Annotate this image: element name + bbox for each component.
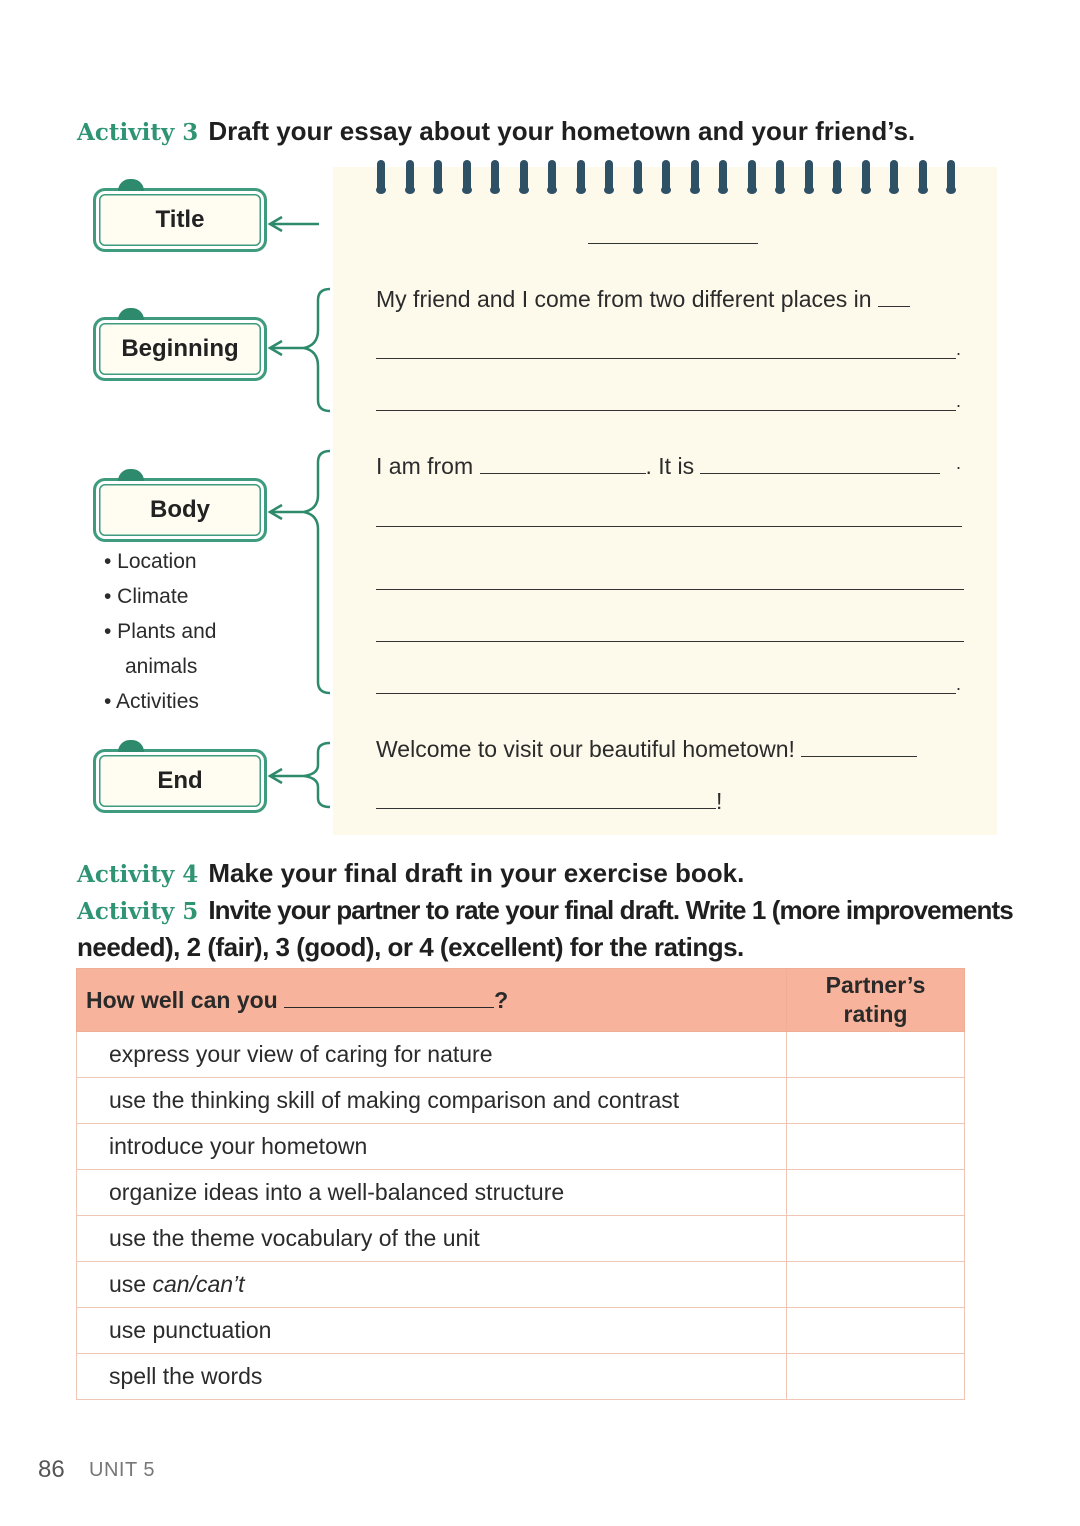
spiral-ring-icon <box>947 160 955 190</box>
period: . <box>956 674 962 694</box>
body-prompt-b: . It is <box>645 453 695 479</box>
beginning-blank-2[interactable] <box>376 358 956 359</box>
spiral-ring-icon <box>520 160 528 190</box>
period: . <box>956 391 962 411</box>
section-end-label: End <box>157 767 203 794</box>
rating-table <box>76 968 965 1400</box>
body-blank-3[interactable] <box>376 641 964 642</box>
box-tab <box>118 740 144 752</box>
end-blank-2[interactable] <box>376 808 716 809</box>
spiral-ring-icon <box>890 160 898 190</box>
beginning-bracket-icon <box>304 289 330 411</box>
body-point: • Activities <box>104 690 199 713</box>
skill-cell: use the thinking skill of making comparison and contrast <box>77 1078 787 1124</box>
activity-5-instruction-line-1: Invite your partner to rate your final draft. Write 1 (more improvements <box>208 895 1013 925</box>
spiral-ring-icon <box>491 160 499 190</box>
rating-cell[interactable] <box>787 1216 965 1262</box>
skill-cell: use punctuation <box>77 1308 787 1354</box>
activity-5-heading <box>77 895 1013 926</box>
table-row <box>77 1170 965 1216</box>
spiral-ring-icon <box>548 160 556 190</box>
end-sentence <box>376 736 917 763</box>
section-title-label: Title <box>155 206 205 233</box>
body-blank-1[interactable] <box>376 526 962 527</box>
exclamation-mark: ! <box>716 788 723 814</box>
table-row <box>77 1216 965 1262</box>
section-beginning-box <box>93 317 267 381</box>
table-row <box>77 1308 965 1354</box>
beginning-prompt: My friend and I come from two different places in <box>376 286 872 312</box>
spiral-ring-icon <box>919 160 927 190</box>
spiral-ring-icon <box>406 160 414 190</box>
section-end-box <box>93 749 267 813</box>
rating-cell[interactable] <box>787 1124 965 1170</box>
spiral-ring-icon <box>805 160 813 190</box>
hometown-blank[interactable] <box>480 472 646 474</box>
end-blank-1[interactable] <box>801 755 917 757</box>
section-body-label: Body <box>150 496 210 523</box>
spiral-ring-icon <box>862 160 870 190</box>
section-beginning-label: Beginning <box>121 335 239 362</box>
rating-cell[interactable] <box>787 1170 965 1216</box>
skill-cell: introduce your hometown <box>77 1124 787 1170</box>
body-blank-2[interactable] <box>376 589 964 590</box>
body-bracket-icon <box>304 451 330 693</box>
body-points <box>104 544 216 719</box>
skill-cell: use the theme vocabulary of the unit <box>77 1216 787 1262</box>
beginning-blank-3[interactable] <box>376 410 956 411</box>
body-point: • Location <box>104 550 197 573</box>
section-title-box <box>93 188 267 252</box>
end-prompt: Welcome to visit our beautiful hometown! <box>376 736 795 762</box>
rating-cell[interactable] <box>787 1354 965 1400</box>
table-row <box>77 1354 965 1400</box>
spiral-ring-icon <box>691 160 699 190</box>
activity-3-heading <box>77 116 915 147</box>
body-blank-4[interactable] <box>376 693 956 694</box>
notebook-paper <box>333 167 997 835</box>
body-sentence <box>376 453 940 480</box>
activity-5-label: Activity 5 <box>77 898 199 925</box>
period: . <box>956 453 962 473</box>
section-body-box <box>93 478 267 542</box>
body-prompt-a: I am from <box>376 453 474 479</box>
skill-cell: organize ideas into a well-balanced structure <box>77 1170 787 1216</box>
table-row <box>77 1032 965 1078</box>
table-row <box>77 1124 965 1170</box>
spiral-ring-icon <box>577 160 585 190</box>
location-blank[interactable] <box>700 472 940 474</box>
activity-5-instruction-line-2: needed), 2 (fair), 3 (good), or 4 (excellent) for the ratings. <box>77 932 744 962</box>
activity-4-label: Activity 4 <box>77 861 199 888</box>
skill-cell: express your view of caring for nature <box>77 1032 787 1078</box>
activity-5-line-2 <box>77 932 744 963</box>
activity-3-instruction: Draft your essay about your hometown and your friend’s. <box>208 116 916 146</box>
header-suffix: ? <box>494 986 509 1013</box>
rating-cell[interactable] <box>787 1032 965 1078</box>
table-header-rating <box>787 969 965 1032</box>
beginning-blank-1[interactable] <box>878 305 910 307</box>
spiral-ring-icon <box>605 160 613 190</box>
header-blank <box>284 1006 494 1008</box>
period: . <box>956 339 962 359</box>
activity-4-heading <box>77 858 744 889</box>
spiral-ring-icon <box>833 160 841 190</box>
spiral-ring-icon <box>377 160 385 190</box>
rating-header-line-2: rating <box>843 1001 908 1027</box>
body-point: • Climate <box>104 585 189 608</box>
unit-label: UNIT 5 <box>89 1459 155 1481</box>
rating-cell[interactable] <box>787 1308 965 1354</box>
beginning-sentence <box>376 286 910 313</box>
modal-verb-emphasis: can/can’t <box>152 1271 245 1297</box>
table-header-question <box>77 969 787 1032</box>
spiral-ring-icon <box>719 160 727 190</box>
title-blank[interactable] <box>588 243 758 244</box>
table-row <box>77 1078 965 1124</box>
table-header-row <box>77 969 965 1032</box>
rating-cell[interactable] <box>787 1078 965 1124</box>
end-bracket-icon <box>304 743 330 807</box>
box-tab <box>118 469 144 481</box>
activity-3-label: Activity 3 <box>77 119 199 146</box>
rating-cell[interactable] <box>787 1262 965 1308</box>
activity-4-instruction: Make your final draft in your exercise book. <box>208 858 745 888</box>
bracket-arrows <box>262 200 342 820</box>
body-point: animals <box>125 655 198 678</box>
skill-cell: spell the words <box>77 1354 787 1400</box>
spiral-ring-icon <box>434 160 442 190</box>
page-number: 86 <box>38 1456 65 1483</box>
box-tab <box>118 179 144 191</box>
table-row <box>77 1262 965 1308</box>
body-point: • Plants and <box>104 620 217 643</box>
spiral-ring-icon <box>748 160 756 190</box>
spiral-ring-icon <box>463 160 471 190</box>
box-tab <box>118 308 144 320</box>
skill-cell: use can/can’t <box>77 1262 787 1308</box>
spiral-ring-icon <box>634 160 642 190</box>
header-prefix: How well can you <box>86 986 278 1013</box>
rating-header-line-1: Partner’s <box>825 972 926 998</box>
spiral-ring-icon <box>662 160 670 190</box>
spiral-ring-icon <box>776 160 784 190</box>
